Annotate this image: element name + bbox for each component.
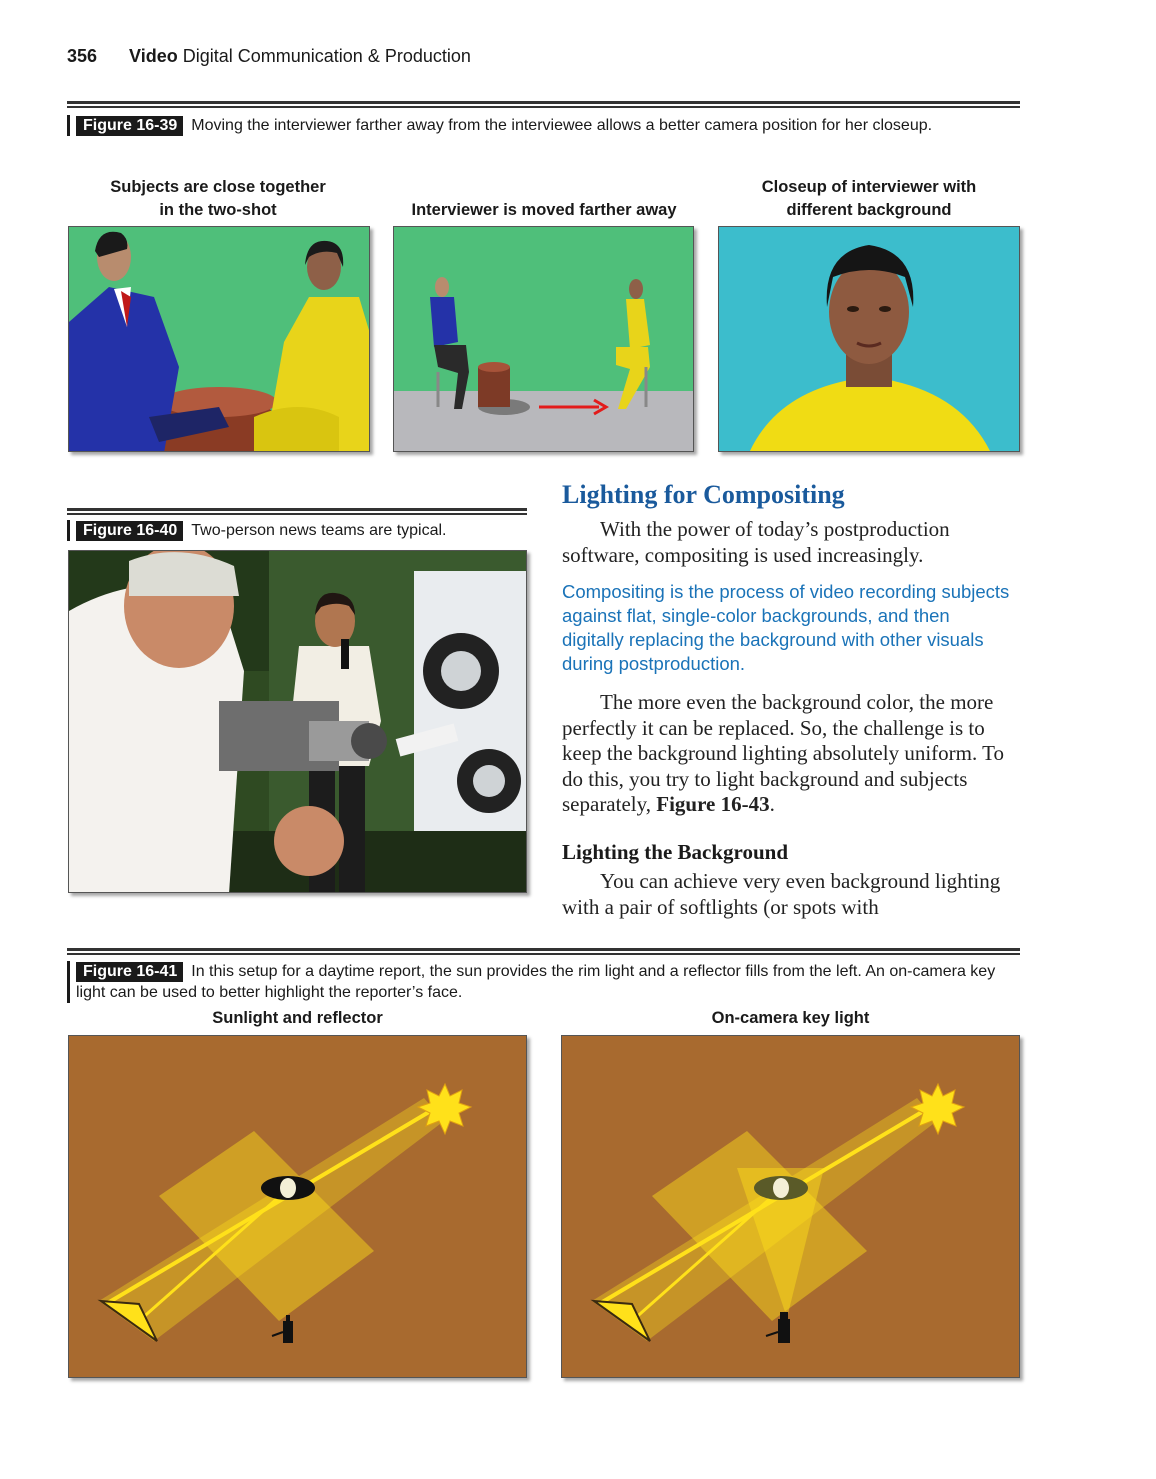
panel-label-two-shot: Subjects are close together in the two-shot — [110, 178, 326, 219]
caption-text: Moving the interviewer farther away from the interviewee allows a better camera position for her closeup. — [191, 117, 933, 134]
page-number: 356 — [67, 46, 98, 66]
paragraph-1: With the power of today’s postproduction software, compositing is used increasingly. — [562, 517, 950, 567]
figure-label: Figure 16-40 — [76, 521, 183, 541]
caption-text: Two-person news teams are typical. — [191, 522, 447, 539]
panel-label-moved: Interviewer is moved farther away — [411, 201, 677, 219]
book-title: Video — [129, 46, 178, 66]
paragraph-2: The more even the background color, the more perfectly it can be replaced. So, the challenge is to keep the background lighting absolutely uniform. To do this, you try to light background and subjects separately, Figure 16-43. — [562, 690, 1004, 816]
paragraph-3: You can achieve very even background lighting with a pair of softlights (or spots with — [562, 869, 1001, 919]
section-heading: Lighting for Compositing — [562, 480, 845, 509]
figure-label: Figure 16-39 — [76, 116, 183, 136]
interviewer-moved-image — [393, 226, 694, 452]
figure-rule — [67, 948, 1020, 955]
figure-reference: Figure 16-43 — [656, 792, 770, 816]
sunlight-reflector-diagram — [68, 1035, 527, 1378]
book-subtitle: Digital Communication & Production — [182, 46, 471, 66]
subheading: Lighting the Background — [562, 840, 789, 864]
on-camera-key-light-diagram — [561, 1035, 1020, 1378]
camera-icon — [283, 1321, 293, 1343]
closeup-image — [718, 226, 1020, 452]
diagram-title-left: Sunlight and reflector — [212, 1009, 383, 1027]
figure-16-41-caption — [67, 961, 1022, 1003]
figure-rule — [67, 101, 1020, 108]
caption-text: In this setup for a daytime report, the sun provides the rim light and a reflector fills from the left. An on-camera key light can be used to better highlight the reporter’s face. — [76, 963, 996, 1001]
diagram-title-right: On-camera key light — [711, 1009, 870, 1027]
figure-16-39-caption — [67, 115, 1017, 136]
definition-text: Compositing is the process of video recording subjects against flat, single-color backgrounds, and then digitally replacing the background with other visuals during postproduction. — [562, 581, 1010, 674]
figure-rule — [67, 508, 527, 515]
news-team-photo — [68, 550, 527, 893]
figure-label: Figure 16-41 — [76, 962, 183, 982]
figure-16-40-caption — [67, 520, 527, 541]
panel-label-closeup: Closeup of interviewer with different background — [761, 178, 977, 219]
running-header — [67, 46, 471, 67]
two-shot-image — [68, 226, 370, 452]
camera-icon — [778, 1319, 790, 1343]
